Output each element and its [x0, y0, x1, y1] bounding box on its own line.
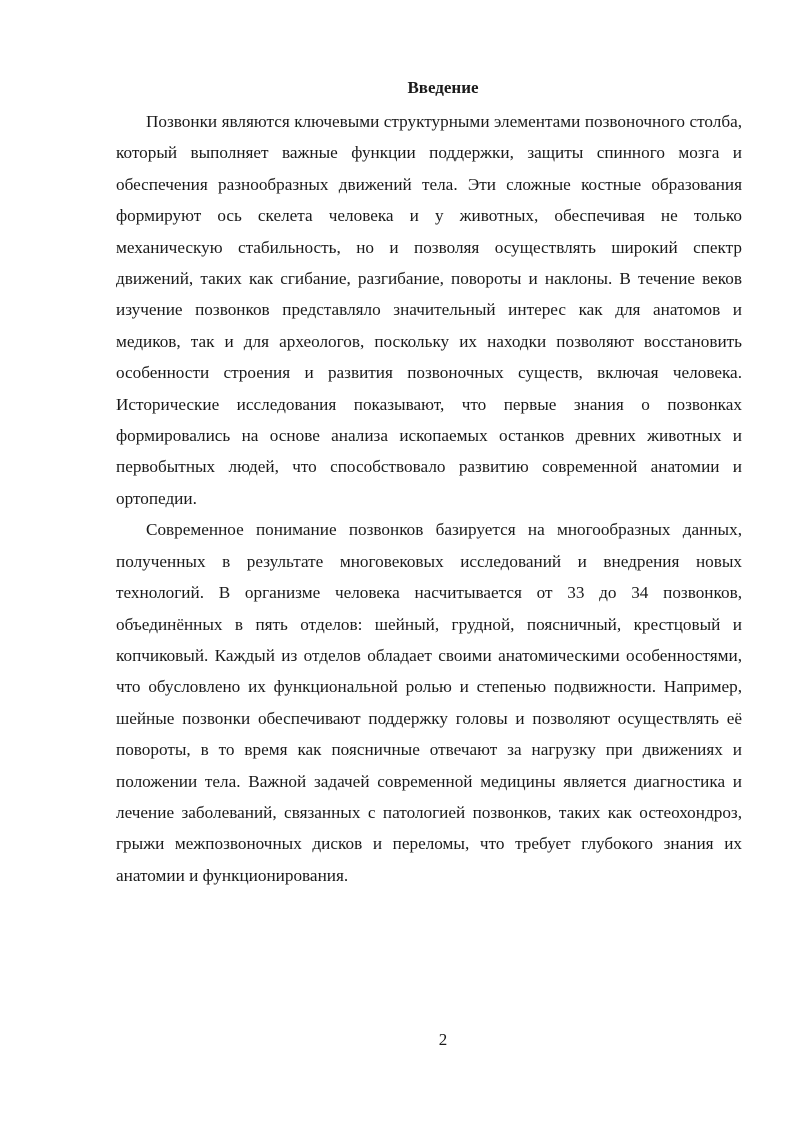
paragraph-2: Современное понимание позвонков базируется на многообразных данных, полученных в результате многовековых исследований и внедрения новых технологий. В организме человека насчитывается от 33 до 34 позвонков, объединённых в пять отделов: шейный, грудной, поясничный, крестцовый и копчиковый. Каждый из отделов обладает своими анатомическими особенностями, что обусловлено их функциональной ролью и степенью подвижности. Например, шейные позвонки обеспечивают поддержку головы и позволяют осуществлять её повороты, в то время как поясничные отвечают за нагрузку при движениях и положении тела. Важной задачей современной медицины является диагностика и лечение заболеваний, связанных с патологией позвонков, таких как остеохондроз, грыжи межпозвоночных дисков и переломы, что требует глубокого знания их анатомии и функционирования.	[116, 520, 742, 885]
section-heading: Введение	[407, 78, 479, 97]
page-number: 2	[438, 1030, 448, 1049]
paragraph-1: Позвонки являются ключевыми структурными элементами позвоночного столба, который выполняет важные функции поддержки, защиты спинного мозга и обеспечения разнообразных движений тела. Эти сложные костные образования формируют ось скелета человека и у животных, обеспечивая не только механическую стабильность, но и позволяя осуществлять широкий спектр движений, таких как сгибание, разгибание, повороты и наклоны. В течение веков изучение позвонков представляло значительный интерес как для анатомов и медиков, так и для археологов, поскольку их находки позволяют восстановить особенности строения и развития позвоночных существ, включая человека. Исторические исследования показывают, что первые знания о позвонках формировались на основе анализа ископаемых останков древних животных и первобытных людей, что способствовало развитию современной анатомии и ортопедии.	[116, 112, 742, 508]
body-text	[116, 106, 742, 891]
